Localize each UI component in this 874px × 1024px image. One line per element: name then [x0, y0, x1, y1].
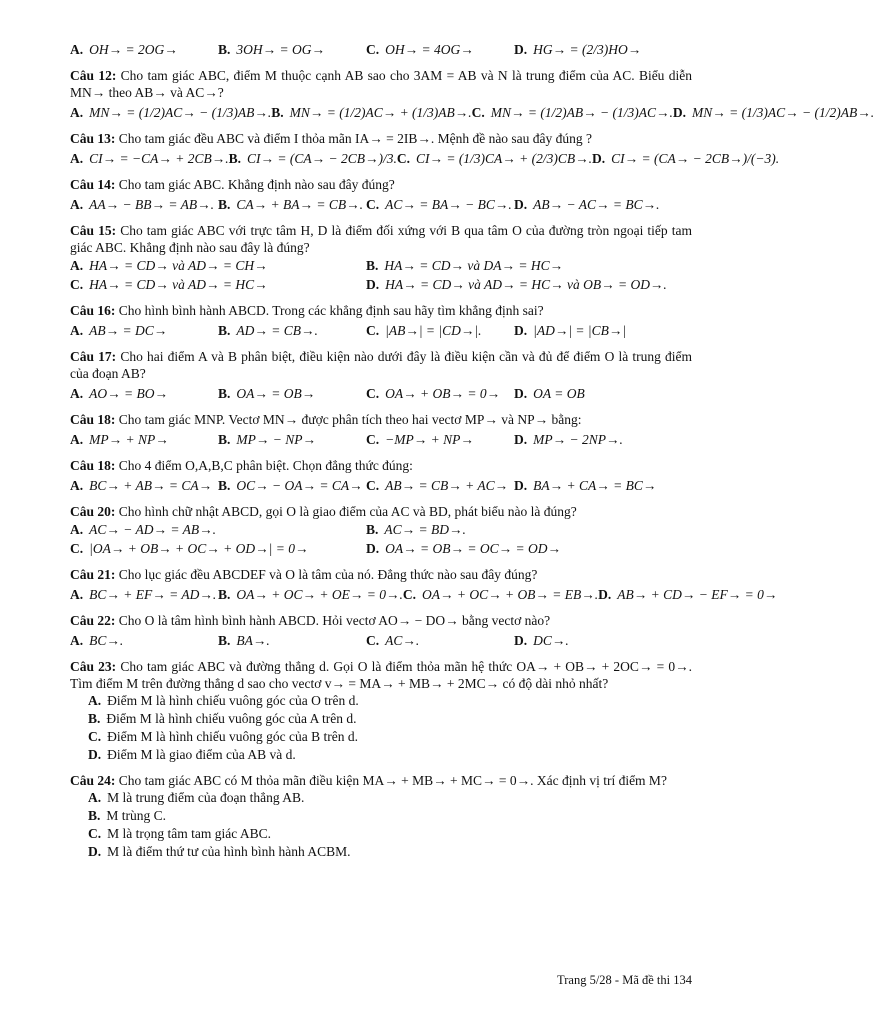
q20-option-c[interactable]: C. |OA→ + OB→ + OC→ + OD→| = 0→	[70, 541, 309, 556]
q20-stem: Câu 20: Cho hình chữ nhật ABCD, gọi O là giao điểm của AC và BD, phát biểu nào là đúng?	[70, 504, 577, 519]
q17-option-a[interactable]: A. AO→ = BO→	[70, 386, 168, 401]
q18-option-a[interactable]: A. MP→ + NP→	[70, 432, 169, 447]
q22-option-d[interactable]: D. DC→.	[514, 633, 569, 648]
q19-option-c[interactable]: C. AB→ = CB→ + AC→	[366, 478, 509, 493]
q24-option-b[interactable]: B. M trùng C.	[88, 808, 167, 823]
question-23	[70, 658, 692, 764]
q15-option-a[interactable]: A. HA→ = CD→ và AD→ = CH→	[70, 258, 268, 273]
q18-option-d[interactable]: D. MP→ − 2NP→.	[514, 432, 623, 447]
q22-option-c[interactable]: C. AC→.	[366, 633, 420, 648]
exam-page	[70, 38, 874, 861]
page-footer: Trang 5/28 - Mã đề thi 134	[557, 973, 692, 987]
q13-stem: Câu 13: Cho tam giác đều ABC và điểm I thỏa mãn IA→ = 2IB→. Mệnh đề nào sau đây đúng ?	[70, 131, 593, 146]
q19-options	[70, 476, 692, 495]
q15-option-b[interactable]: B. HA→ = CD→ và DA→ = HC→	[366, 258, 564, 273]
q12-option-d[interactable]: D. MN→ = (1/3)AC→ − (1/2)AB→.	[672, 105, 874, 120]
q19-option-b[interactable]: B. OC→ − OA→ = CA→	[218, 478, 363, 493]
q24-option-c[interactable]: C. M là trọng tâm tam giác ABC.	[88, 826, 271, 841]
q20-option-d[interactable]: D. OA→ = OB→ = OC→ = OD→	[366, 541, 561, 556]
q23-options	[70, 692, 692, 764]
q11-option-c[interactable]: C. OH→ = 4OG→	[366, 42, 474, 57]
q23-option-d[interactable]: D. Điểm M là giao điểm của AB và d.	[88, 747, 296, 762]
question-15	[70, 222, 692, 294]
q21-option-c[interactable]: C. OA→ + OC→ + OB→ = EB→.	[402, 587, 599, 602]
q14-options	[70, 195, 692, 214]
question-24	[70, 772, 692, 861]
q14-option-a[interactable]: A. AA→ − BB→ = AB→.	[70, 197, 214, 212]
q14-stem: Câu 14: Cho tam giác ABC. Khẳng định nào sau đây đúng?	[70, 177, 395, 192]
q11-option-a[interactable]: A. OH→ = 2OG→	[70, 42, 178, 57]
q23-option-c[interactable]: C. Điểm M là hình chiếu vuông góc của B trên d.	[88, 729, 358, 744]
q13-option-d[interactable]: D. CI→ = (CA→ − 2CB→)/(−3).	[592, 151, 780, 166]
question-19	[70, 457, 692, 495]
question-13	[70, 130, 780, 168]
q13-options	[70, 149, 780, 168]
q16-option-c[interactable]: C. |AB→| = |CD→|.	[366, 323, 482, 338]
q19-option-d[interactable]: D. BA→ + CA→ = BC→	[514, 478, 657, 493]
q21-option-b[interactable]: B. OA→ + OC→ + OE→ = 0→.	[218, 587, 403, 602]
q20-option-b[interactable]: B. AC→ = BD→.	[366, 522, 466, 537]
q17-option-b[interactable]: B. OA→ = OB→	[218, 386, 316, 401]
q13-option-c[interactable]: C. CI→ = (1/3)CA→ + (2/3)CB→.	[396, 151, 593, 166]
question-16	[70, 302, 692, 340]
q16-option-d[interactable]: D. |AD→| = |CB→|	[514, 323, 627, 338]
q11-option-b[interactable]: B. 3OH→ = OG→	[218, 42, 325, 57]
q23-option-b[interactable]: B. Điểm M là hình chiếu vuông góc của A trên d.	[88, 711, 357, 726]
q18-option-b[interactable]: B. MP→ − NP→	[218, 432, 316, 447]
q20-options-row-1	[70, 520, 692, 539]
q23-option-a[interactable]: A. Điểm M là hình chiếu vuông góc của O trên d.	[88, 693, 359, 708]
q11-option-d[interactable]: D. HG→ = (2/3)HO→	[514, 42, 642, 57]
q23-stem: Câu 23: Cho tam giác ABC và đường thẳng d. Gọi O là điểm thỏa mãn hệ thức OA→ + OB→ + 2OC→ = 0→. Tìm điểm M trên đường thẳng d sao cho vectơ v→ = MA→ + MB→ + 2MC→ có độ dài nhỏ nhất?	[70, 659, 692, 691]
q12-stem: Câu 12: Cho tam giác ABC, điểm M thuộc cạnh AB sao cho 3AM = AB và N là trung điểm của AC. Biểu diễn MN→ theo AB→ và AC→?	[70, 68, 692, 100]
q18-option-c[interactable]: C. −MP→ + NP→	[366, 432, 474, 447]
q22-options	[70, 631, 692, 650]
q17-option-d[interactable]: D. OA = OB	[514, 386, 585, 401]
question-20	[70, 503, 692, 558]
q22-option-a[interactable]: A. BC→.	[70, 633, 124, 648]
q21-stem: Câu 21: Cho lục giác đều ABCDEF và O là tâm của nó. Đẳng thức nào sau đây đúng?	[70, 567, 538, 582]
q24-options	[70, 789, 692, 861]
q13-option-b[interactable]: B. CI→ = (CA→ − 2CB→)/3.	[228, 151, 397, 166]
question-12	[70, 67, 874, 122]
q14-option-d[interactable]: D. AB→ − AC→ = BC→.	[514, 197, 660, 212]
q20-option-a[interactable]: A. AC→ − AD→ = AB→.	[70, 522, 216, 537]
q19-stem: Câu 18: Cho 4 điểm O,A,B,C phân biệt. Chọn đẳng thức đúng:	[70, 458, 413, 473]
q16-options	[70, 321, 692, 340]
q18-options	[70, 430, 692, 449]
q12-option-a[interactable]: A. MN→ = (1/2)AC→ − (1/3)AB→.	[70, 105, 272, 120]
q12-option-b[interactable]: B. MN→ = (1/2)AC→ + (1/3)AB→.	[271, 105, 472, 120]
question-14	[70, 176, 692, 214]
question-17	[70, 348, 692, 403]
q13-option-a[interactable]: A. CI→ = −CA→ + 2CB→.	[70, 151, 229, 166]
q24-stem: Câu 24: Cho tam giác ABC có M thỏa mãn điều kiện MA→ + MB→ + MC→ = 0→. Xác định vị trí điểm M?	[70, 773, 667, 788]
q22-option-b[interactable]: B. BA→.	[218, 633, 270, 648]
q17-stem: Câu 17: Cho hai điểm A và B phân biệt, điều kiện nào dưới đây là điều kiện cần và đủ để điểm O là trung điểm của đoạn AB?	[70, 349, 692, 381]
q24-option-a[interactable]: A. M là trung điểm của đoạn thẳng AB.	[88, 790, 305, 805]
q11-options	[70, 40, 692, 59]
q21-option-d[interactable]: D. AB→ + CD→ − EF→ = 0→	[598, 587, 778, 602]
q22-stem: Câu 22: Cho O là tâm hình bình hành ABCD. Hỏi vectơ AO→ − DO→ bằng vectơ nào?	[70, 613, 551, 628]
q21-option-a[interactable]: A. BC→ + EF→ = AD→.	[70, 587, 217, 602]
question-22	[70, 612, 692, 650]
q17-option-c[interactable]: C. OA→ + OB→ = 0→	[366, 386, 501, 401]
q16-stem: Câu 16: Cho hình bình hành ABCD. Trong các khẳng định sau hãy tìm khẳng định sai?	[70, 303, 544, 318]
q21-options	[70, 585, 778, 604]
q15-option-d[interactable]: D. HA→ = CD→ và AD→ = HC→ và OB→ = OD→.	[366, 277, 667, 292]
q17-options	[70, 384, 692, 403]
question-18	[70, 411, 692, 449]
q16-option-b[interactable]: B. AD→ = CB→.	[218, 323, 318, 338]
q15-options-row-2	[70, 275, 692, 294]
q12-options	[70, 103, 874, 122]
q15-options-row-1	[70, 256, 692, 275]
q15-option-c[interactable]: C. HA→ = CD→ và AD→ = HC→	[70, 277, 268, 292]
q19-option-a[interactable]: A. BC→ + AB→ = CA→	[70, 478, 213, 493]
question-21	[70, 566, 778, 604]
q20-options-row-2	[70, 539, 692, 558]
q15-stem: Câu 15: Cho tam giác ABC với trực tâm H, D là điểm đối xứng với B qua tâm O của đường tròn ngoại tiếp tam giác ABC. Khẳng định nào sau đây là đúng?	[70, 223, 693, 255]
q24-option-d[interactable]: D. M là điểm thứ tư của hình bình hành ACBM.	[88, 844, 351, 859]
q12-option-c[interactable]: C. MN→ = (1/2)AB→ − (1/3)AC→.	[471, 105, 673, 120]
q14-option-b[interactable]: B. CA→ + BA→ = CB→.	[218, 197, 363, 212]
q16-option-a[interactable]: A. AB→ = DC→	[70, 323, 168, 338]
q14-option-c[interactable]: C. AC→ = BA→ − BC→.	[366, 197, 512, 212]
q18-stem: Câu 18: Cho tam giác MNP. Vectơ MN→ được phân tích theo hai vectơ MP→ và NP→ bằng:	[70, 412, 582, 427]
